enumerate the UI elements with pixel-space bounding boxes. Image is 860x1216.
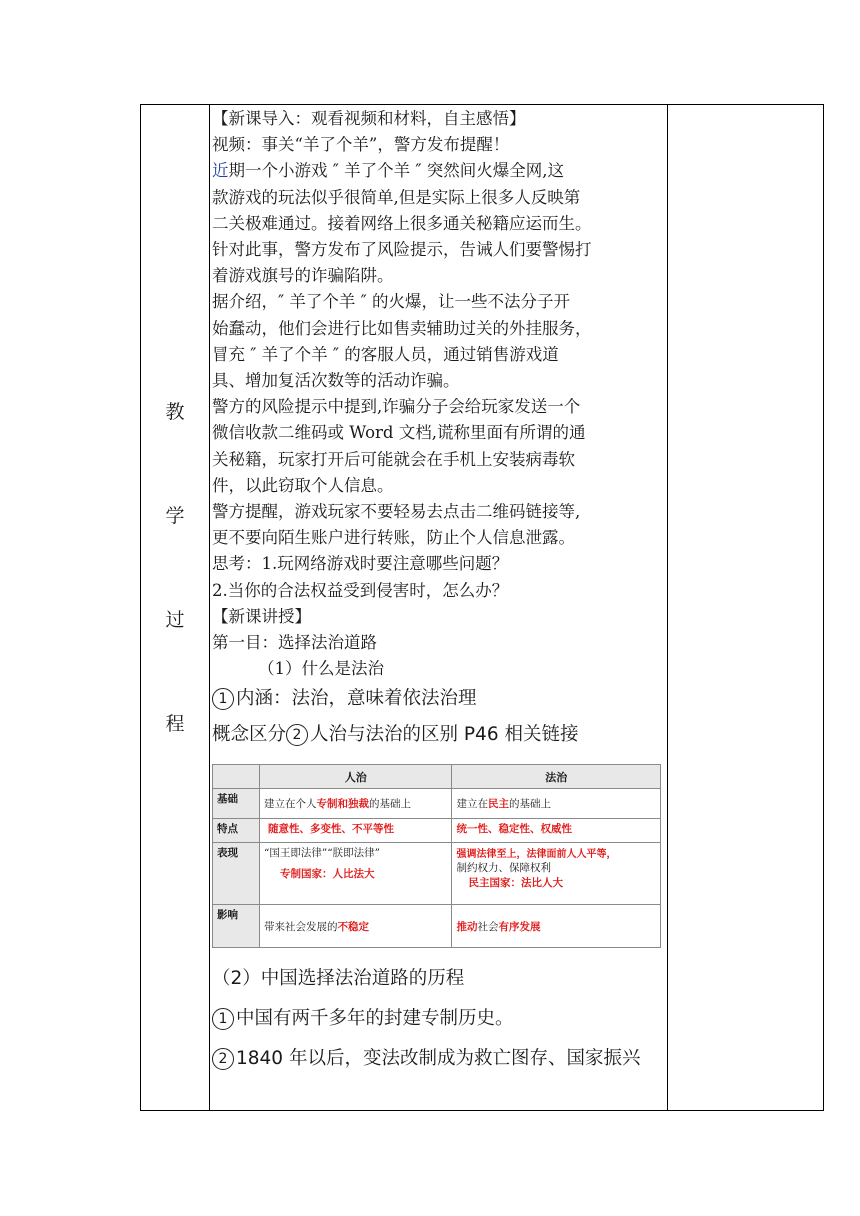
rule-comparison-table — [212, 764, 661, 948]
history-item-2: 2 1840 年以后，变法改制成为救亡图存、国家振兴 — [212, 1044, 640, 1074]
paragraph-2-line-3: 冒充 ″ 羊了个羊 ″ 的客服人员，通过销售游戏道 — [212, 344, 559, 364]
paragraph-2-line-4: 具、增加复活次数等的活动诈骗。 — [212, 371, 460, 391]
video-line: 视频：事关“羊了个羊”，警方发布提醒！ — [212, 135, 510, 155]
side-char-3: 过 — [165, 609, 185, 631]
lesson-heading: 【新课讲授】 — [212, 606, 311, 626]
think-question-2: 2.当你的合法权益受到侵害时，怎么办？ — [212, 580, 509, 600]
cell-man-traits: 随意性、多变性、不平等性 — [260, 819, 452, 843]
cell-man-impact: 带来社会发展的不稳定 — [260, 905, 452, 948]
paragraph-1-line-2: 款游戏的玩法似乎很简单,但是实际上很多人反映第 — [212, 187, 581, 207]
paragraph-3-line-4: 件，以此窃取个人信息。 — [212, 475, 394, 495]
cell-law-basis: 建立在民主的基础上 — [452, 789, 661, 819]
cell-law-traits: 统一性、稳定性、权威性 — [452, 819, 661, 843]
header-rule-of-law: 法治 — [452, 765, 661, 789]
circled-number: 1 — [212, 1008, 234, 1030]
cell-law-manifestation: 强调法律至上，法律面前人人平等， 制约权力、保障权利 民主国家：法比人大 — [452, 843, 661, 905]
cell-man-basis: 建立在个人专制和独裁的基础上 — [260, 789, 452, 819]
subsection-1-title: （1）什么是法治 — [258, 659, 384, 679]
side-char-4: 程 — [165, 713, 185, 735]
column-divider-left — [209, 105, 210, 1110]
side-char-2: 学 — [165, 505, 185, 527]
header-rule-of-man: 人治 — [260, 765, 452, 789]
side-char-1: 教 — [165, 401, 185, 423]
lower-content — [212, 964, 640, 1074]
paragraph-3-line-3: 关秘籍，玩家打开后可能就会在手机上安装病毒软 — [212, 449, 575, 469]
lesson-content — [212, 106, 667, 750]
header-empty — [213, 765, 260, 789]
paragraph-3-line-2: 微信收款二维码或 Word 文档,谎称里面有所谓的通 — [212, 423, 586, 443]
paragraph-2-line-1: 据介绍，″ 羊了个羊 ″ 的火爆，让一些不法分子开 — [212, 292, 571, 312]
intro-heading: 【新课导入：观看视频和材料，自主感悟】 — [212, 109, 526, 128]
paragraph-1-line-1: 近期一个小游戏 ″ 羊了个羊 ″ 突然间火爆全网,这 — [212, 161, 565, 181]
first-char: 近 — [212, 161, 229, 181]
paragraph-2-line-2: 始蠢动，他们会进行比如售卖辅助过关的外挂服务， — [212, 318, 592, 338]
think-question-1: 思考：1.玩网络游戏时要注意哪些问题？ — [212, 554, 509, 574]
section-1-title: 第一目：选择法治道路 — [212, 633, 377, 653]
paragraph-3-line-1: 警方的风险提示中提到,诈骗分子会给玩家发送一个 — [212, 397, 581, 417]
paragraph-1-line-3: 二关极难通过。接着网络上很多通关秘籍应运而生。 — [212, 213, 592, 233]
column-divider-right — [667, 105, 668, 1110]
lesson-table-frame — [140, 104, 824, 1111]
history-item-1: 1 中国有两千多年的封建专制历史。 — [212, 1004, 640, 1034]
paragraph-4-line-2: 更不要向陌生账户进行转账，防止个人信息泄露。 — [212, 528, 575, 548]
cell-law-impact: 推动社会有序发展 — [452, 905, 661, 948]
cell-man-manifestation: “国王即法律”“朕即法律” 专制国家：人比法大 — [260, 843, 452, 905]
paragraph-4-line-1: 警方提醒，游戏玩家不要轻易去点击二维码链接等, — [212, 502, 581, 522]
row-label-basis: 基础 — [213, 789, 260, 819]
circled-number: 2 — [286, 724, 308, 746]
point-2: 概念区分 2 人治与法治的区别 P46 相关链接 — [212, 724, 579, 746]
circled-number: 2 — [212, 1048, 234, 1070]
row-label-traits: 特点 — [213, 819, 260, 843]
paragraph-1-line-5: 着游戏旗号的诈骗陷阱。 — [212, 266, 394, 286]
row-label-manifestation: 表现 — [213, 843, 260, 905]
row-label-impact: 影响 — [213, 905, 260, 948]
point-1: 1 内涵：法治，意味着依法治理 — [212, 684, 667, 714]
subsection-2-title: （2）中国选择法治道路的历程 — [212, 968, 465, 989]
circled-number: 1 — [212, 688, 234, 710]
paragraph-1-line-4: 针对此事，警方发布了风险提示，告诫人们要警惕打 — [212, 240, 592, 260]
